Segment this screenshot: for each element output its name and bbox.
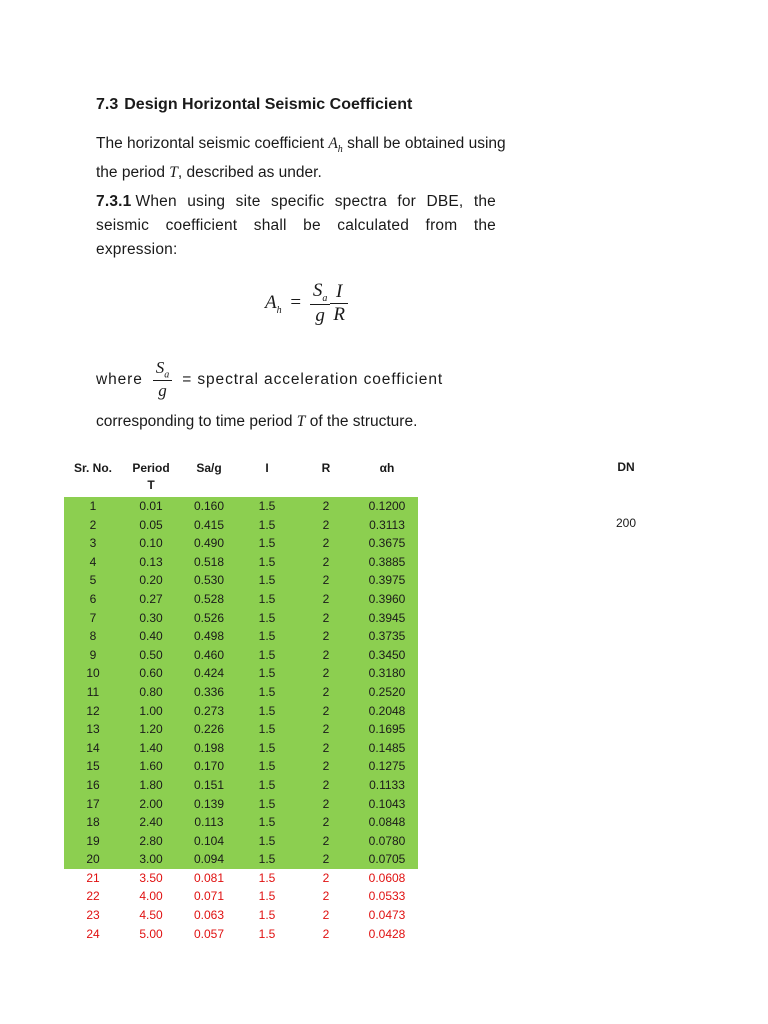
formula-r: R <box>330 303 348 326</box>
cell-i: 1.5 <box>238 906 296 925</box>
table-row <box>64 869 418 888</box>
cell-ah: 0.1485 <box>356 739 418 758</box>
cell-period: 4.00 <box>122 887 180 906</box>
corresponding-line <box>96 413 417 431</box>
cell-sr-no: 4 <box>64 553 122 572</box>
cell-r: 2 <box>296 832 356 851</box>
cell-sa-g: 0.273 <box>180 702 238 721</box>
cell-ah: 0.1275 <box>356 757 418 776</box>
cell-sr-no: 5 <box>64 571 122 590</box>
cell-sr-no: 20 <box>64 850 122 869</box>
cell-i: 1.5 <box>238 887 296 906</box>
cell-sa-g: 0.498 <box>180 627 238 646</box>
cell-ah: 0.2520 <box>356 683 418 702</box>
table-row <box>64 776 418 795</box>
cell-r: 2 <box>296 887 356 906</box>
cell-sr-no: 14 <box>64 739 122 758</box>
cell-ah: 0.3960 <box>356 590 418 609</box>
cell-r: 2 <box>296 683 356 702</box>
cell-r: 2 <box>296 571 356 590</box>
cell-sa-g: 0.151 <box>180 776 238 795</box>
table-row <box>64 516 418 535</box>
cell-ah: 0.1043 <box>356 795 418 814</box>
cell-sa-g: 0.094 <box>180 850 238 869</box>
table-row <box>64 497 418 516</box>
cell-ah: 0.0473 <box>356 906 418 925</box>
cell-i: 1.5 <box>238 813 296 832</box>
cell-sr-no: 15 <box>64 757 122 776</box>
cell-ah: 0.3885 <box>356 553 418 572</box>
header-i: I <box>265 461 269 475</box>
cell-ah: 0.3735 <box>356 627 418 646</box>
table-body <box>64 497 418 943</box>
intro-text-3: , described as under. <box>177 164 322 182</box>
cell-r: 2 <box>296 553 356 572</box>
cell-ah: 0.3975 <box>356 571 418 590</box>
subsection-text: When using site specific spectra for DBE, the seismic coefficient shall be calculated from the expression: <box>96 193 496 258</box>
cell-sr-no: 18 <box>64 813 122 832</box>
cell-sa-g: 0.490 <box>180 534 238 553</box>
header-sr-no: Sr. No. <box>73 461 112 475</box>
cell-r: 2 <box>296 646 356 665</box>
cell-period: 0.60 <box>122 664 180 683</box>
section-number: 7.3 <box>96 96 119 113</box>
cell-r: 2 <box>296 906 356 925</box>
cell-ah: 0.3180 <box>356 664 418 683</box>
cell-period: 0.10 <box>122 534 180 553</box>
cell-period: 0.30 <box>122 609 180 628</box>
cell-i: 1.5 <box>238 646 296 665</box>
cell-r: 2 <box>296 609 356 628</box>
where-label: where <box>96 370 143 388</box>
table-row <box>64 850 418 869</box>
table-header-row <box>64 460 418 497</box>
cell-r: 2 <box>296 702 356 721</box>
corresponding-t: T <box>296 413 306 430</box>
cell-i: 1.5 <box>238 534 296 553</box>
cell-r: 2 <box>296 776 356 795</box>
cell-ah: 0.0428 <box>356 925 418 944</box>
cell-sr-no: 21 <box>64 869 122 888</box>
formula-sa: S <box>312 280 323 301</box>
table-row <box>64 683 418 702</box>
cell-i: 1.5 <box>238 664 296 683</box>
cell-r: 2 <box>296 534 356 553</box>
cell-period: 0.80 <box>122 683 180 702</box>
cell-sr-no: 7 <box>64 609 122 628</box>
where-line <box>96 358 501 401</box>
cell-r: 2 <box>296 869 356 888</box>
cell-r: 2 <box>296 497 356 516</box>
subsection-number: 7.3.1 <box>96 193 132 210</box>
cell-ah: 0.2048 <box>356 702 418 721</box>
cell-sa-g: 0.424 <box>180 664 238 683</box>
cell-sr-no: 10 <box>64 664 122 683</box>
dn-value: 200 <box>615 516 637 530</box>
corresponding-text-2: of the structure. <box>305 413 418 430</box>
corresponding-text-1: corresponding to time period <box>96 413 297 430</box>
cell-period: 0.05 <box>122 516 180 535</box>
where-description: = spectral acceleration coefficient <box>182 370 444 388</box>
cell-sr-no: 8 <box>64 627 122 646</box>
cell-sr-no: 6 <box>64 590 122 609</box>
formula-g: g <box>310 304 331 327</box>
table-row <box>64 813 418 832</box>
cell-ah: 0.0608 <box>356 869 418 888</box>
cell-sa-g: 0.139 <box>180 795 238 814</box>
cell-r: 2 <box>296 627 356 646</box>
cell-period: 1.20 <box>122 720 180 739</box>
cell-i: 1.5 <box>238 925 296 944</box>
cell-period: 1.80 <box>122 776 180 795</box>
ah-symbol <box>328 135 343 156</box>
formula-i: I <box>335 280 343 302</box>
table-row <box>64 906 418 925</box>
cell-i: 1.5 <box>238 609 296 628</box>
cell-period: 4.50 <box>122 906 180 925</box>
cell-period: 3.00 <box>122 850 180 869</box>
cell-period: 5.00 <box>122 925 180 944</box>
table-row <box>64 702 418 721</box>
formula-equals: = <box>290 291 302 313</box>
table-row <box>64 664 418 683</box>
cell-sr-no: 2 <box>64 516 122 535</box>
cell-ah: 0.1200 <box>356 497 418 516</box>
cell-i: 1.5 <box>238 795 296 814</box>
ah-var: A <box>328 135 338 152</box>
cell-period: 2.80 <box>122 832 180 851</box>
where-g: g <box>158 381 167 401</box>
cell-sa-g: 0.528 <box>180 590 238 609</box>
section-heading <box>96 96 412 114</box>
cell-period: 3.50 <box>122 869 180 888</box>
table-row <box>64 590 418 609</box>
cell-period: 2.00 <box>122 795 180 814</box>
table-row <box>64 627 418 646</box>
cell-sr-no: 16 <box>64 776 122 795</box>
cell-sa-g: 0.518 <box>180 553 238 572</box>
cell-ah: 0.1133 <box>356 776 418 795</box>
cell-i: 1.5 <box>238 776 296 795</box>
cell-sa-g: 0.226 <box>180 720 238 739</box>
cell-period: 2.40 <box>122 813 180 832</box>
table-row <box>64 832 418 851</box>
cell-i: 1.5 <box>238 553 296 572</box>
cell-r: 2 <box>296 925 356 944</box>
cell-period: 1.40 <box>122 739 180 758</box>
cell-r: 2 <box>296 739 356 758</box>
where-sa-sub: a <box>164 369 170 381</box>
cell-sr-no: 3 <box>64 534 122 553</box>
cell-sr-no: 22 <box>64 887 122 906</box>
cell-sr-no: 9 <box>64 646 122 665</box>
formula-sa-sub: a <box>322 292 328 304</box>
formula-lhs <box>265 291 282 316</box>
cell-i: 1.5 <box>238 869 296 888</box>
cell-period: 0.27 <box>122 590 180 609</box>
header-ah: αh <box>379 461 395 475</box>
table-row <box>64 534 418 553</box>
table-row <box>64 887 418 906</box>
cell-sr-no: 11 <box>64 683 122 702</box>
cell-i: 1.5 <box>238 627 296 646</box>
cell-sr-no: 13 <box>64 720 122 739</box>
intro-paragraph <box>96 132 506 184</box>
cell-r: 2 <box>296 850 356 869</box>
subsection-paragraph <box>96 190 496 262</box>
table-row <box>64 795 418 814</box>
cell-i: 1.5 <box>238 757 296 776</box>
table-row <box>64 571 418 590</box>
seismic-coefficient-table <box>64 460 418 943</box>
cell-r: 2 <box>296 664 356 683</box>
cell-ah: 0.3675 <box>356 534 418 553</box>
cell-period: 0.50 <box>122 646 180 665</box>
cell-r: 2 <box>296 720 356 739</box>
cell-r: 2 <box>296 590 356 609</box>
ah-subscript: h <box>337 144 343 156</box>
cell-period: 0.01 <box>122 497 180 516</box>
header-period: Period T <box>132 461 170 492</box>
table-row <box>64 720 418 739</box>
cell-i: 1.5 <box>238 720 296 739</box>
cell-sr-no: 1 <box>64 497 122 516</box>
intro-text-1: The horizontal seismic coefficient <box>96 135 329 152</box>
cell-sr-no: 23 <box>64 906 122 925</box>
cell-ah: 0.0848 <box>356 813 418 832</box>
cell-i: 1.5 <box>238 590 296 609</box>
formula-frac-sa-g <box>310 280 331 327</box>
cell-i: 1.5 <box>238 497 296 516</box>
cell-ah: 0.1695 <box>356 720 418 739</box>
cell-sr-no: 17 <box>64 795 122 814</box>
cell-sa-g: 0.170 <box>180 757 238 776</box>
cell-r: 2 <box>296 813 356 832</box>
table-row <box>64 553 418 572</box>
cell-i: 1.5 <box>238 683 296 702</box>
cell-sa-g: 0.526 <box>180 609 238 628</box>
cell-sa-g: 0.336 <box>180 683 238 702</box>
dn-label: DN <box>617 460 635 474</box>
formula-lhs-sub: h <box>276 304 282 316</box>
cell-i: 1.5 <box>238 850 296 869</box>
cell-ah: 0.0533 <box>356 887 418 906</box>
cell-ah: 0.3113 <box>356 516 418 535</box>
where-sa: S <box>155 358 165 377</box>
cell-r: 2 <box>296 795 356 814</box>
cell-i: 1.5 <box>238 571 296 590</box>
table-row <box>64 757 418 776</box>
cell-sa-g: 0.071 <box>180 887 238 906</box>
table-row <box>64 646 418 665</box>
cell-sa-g: 0.530 <box>180 571 238 590</box>
cell-i: 1.5 <box>238 739 296 758</box>
cell-r: 2 <box>296 516 356 535</box>
cell-sa-g: 0.460 <box>180 646 238 665</box>
cell-period: 0.40 <box>122 627 180 646</box>
ah-formula <box>265 280 348 327</box>
cell-period: 1.60 <box>122 757 180 776</box>
cell-ah: 0.3945 <box>356 609 418 628</box>
cell-sa-g: 0.081 <box>180 869 238 888</box>
cell-sa-g: 0.063 <box>180 906 238 925</box>
cell-sa-g: 0.104 <box>180 832 238 851</box>
cell-i: 1.5 <box>238 702 296 721</box>
header-r: R <box>321 461 331 475</box>
where-frac <box>153 358 173 401</box>
formula-lhs-var: A <box>265 291 277 313</box>
cell-sr-no: 24 <box>64 925 122 944</box>
cell-sa-g: 0.057 <box>180 925 238 944</box>
cell-i: 1.5 <box>238 832 296 851</box>
cell-period: 0.20 <box>122 571 180 590</box>
table-row <box>64 925 418 944</box>
cell-sa-g: 0.160 <box>180 497 238 516</box>
period-symbol: T <box>169 164 178 182</box>
cell-period: 0.13 <box>122 553 180 572</box>
cell-ah: 0.3450 <box>356 646 418 665</box>
section-title: Design Horizontal Seismic Coefficient <box>124 96 413 113</box>
cell-ah: 0.0780 <box>356 832 418 851</box>
cell-r: 2 <box>296 757 356 776</box>
table-row <box>64 739 418 758</box>
formula-frac-i-r <box>330 281 348 326</box>
cell-ah: 0.0705 <box>356 850 418 869</box>
cell-sa-g: 0.415 <box>180 516 238 535</box>
cell-period: 1.00 <box>122 702 180 721</box>
header-sa-g: Sa/g <box>196 461 222 475</box>
cell-sr-no: 19 <box>64 832 122 851</box>
cell-sr-no: 12 <box>64 702 122 721</box>
cell-sa-g: 0.198 <box>180 739 238 758</box>
intro-text-2: shall be obtained using the period <box>96 135 506 182</box>
table-row <box>64 609 418 628</box>
cell-sa-g: 0.113 <box>180 813 238 832</box>
cell-i: 1.5 <box>238 516 296 535</box>
